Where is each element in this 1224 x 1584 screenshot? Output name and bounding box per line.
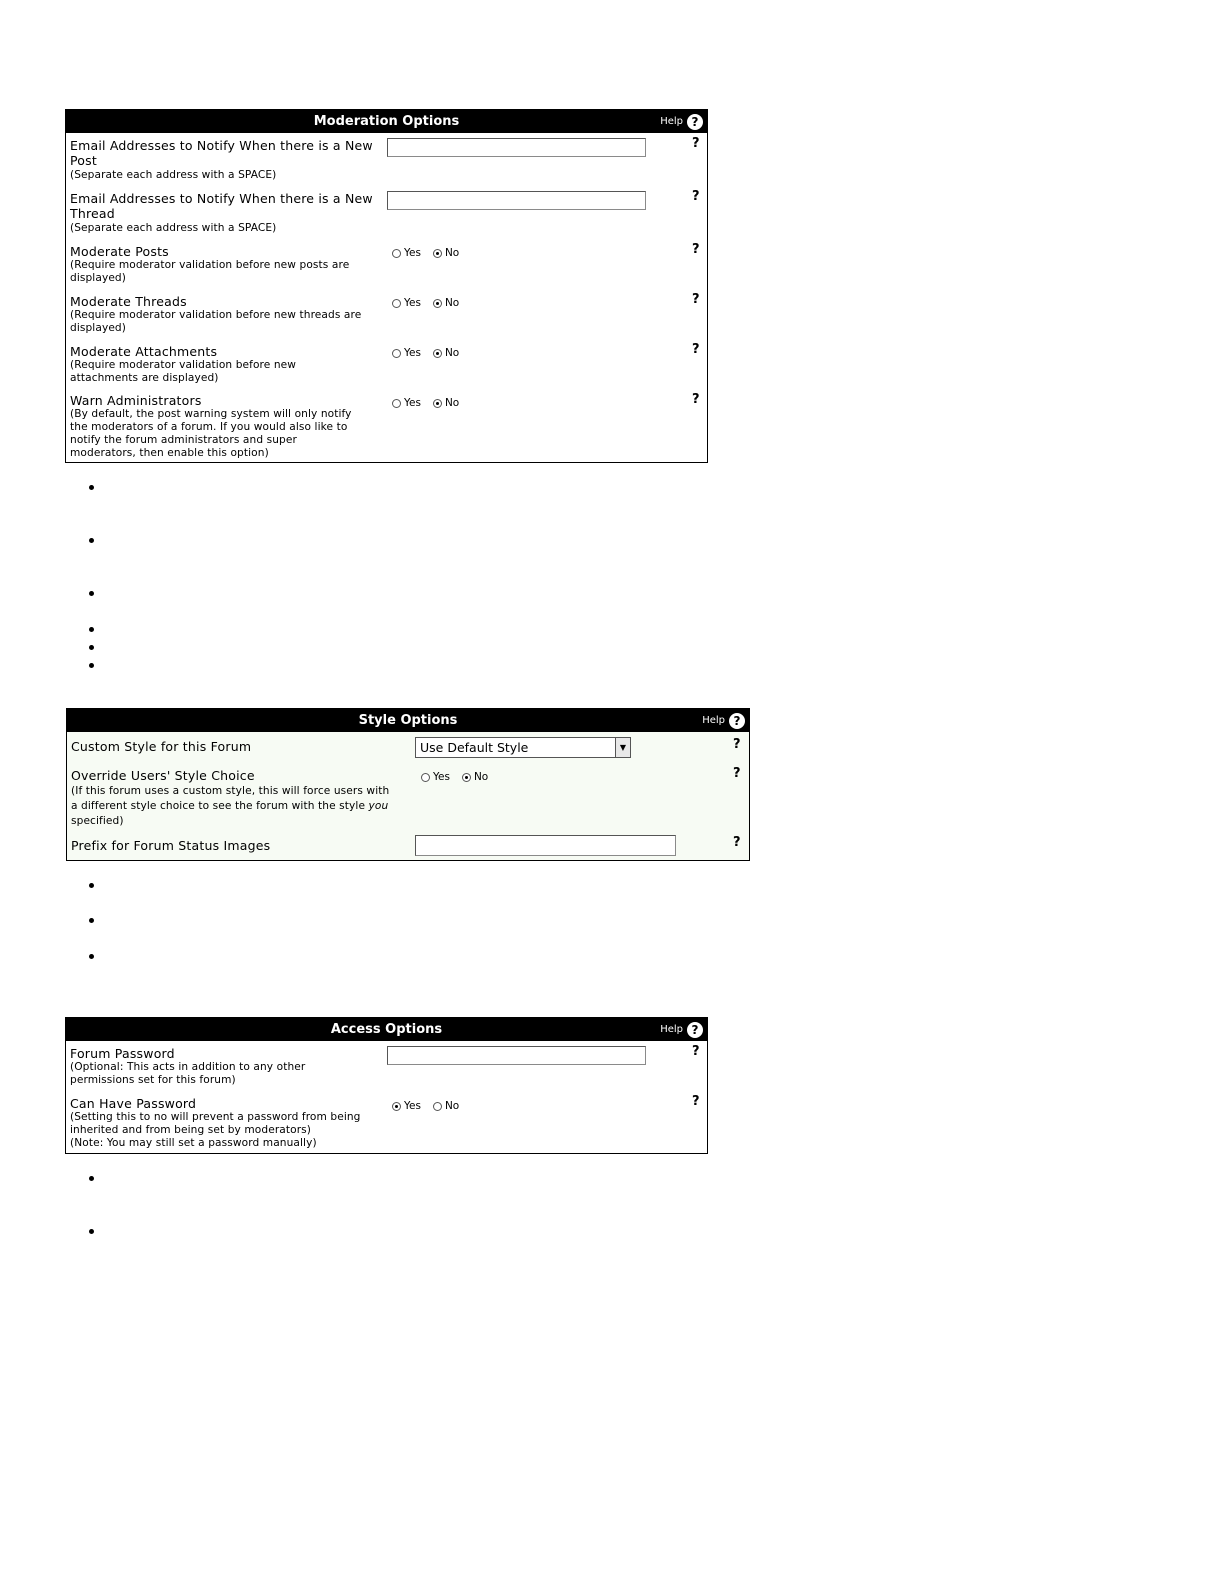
help-question-icon[interactable]: ? [692, 392, 700, 407]
yes-label: Yes [404, 247, 421, 259]
forum-password-desc: (Optional: This acts in addition to any other permissions set for this forum) [70, 1061, 306, 1086]
help-question-icon[interactable]: ? [692, 292, 700, 307]
help-icon: ? [687, 1022, 703, 1038]
can-have-password-desc: (Setting this to no will prevent a password from being inherited and from being set by moderators) (Note: You may still set a password manually) [70, 1111, 361, 1149]
moderation-options-panel [65, 109, 708, 463]
help-label: Help [702, 715, 725, 726]
list-bullet [89, 538, 94, 543]
yes-label: Yes [404, 1100, 421, 1112]
override-style-label: Override Users' Style Choice [71, 768, 255, 783]
prefix-input[interactable] [415, 835, 676, 856]
override-style-desc: (If this forum uses a custom style, this will force users with a different style choice to see the forum with the style you specified) [71, 785, 390, 827]
help-question-icon[interactable]: ? [733, 835, 741, 850]
list-bullet [89, 954, 94, 959]
moderate-posts-yes-radio[interactable] [392, 249, 401, 258]
help-question-icon[interactable]: ? [692, 189, 700, 204]
email-post-input[interactable] [387, 138, 646, 157]
help-link[interactable] [660, 1018, 703, 1041]
panel-title: Moderation Options [313, 114, 460, 129]
moderate-threads-yes-radio[interactable] [392, 299, 401, 308]
moderate-threads-radios [392, 297, 459, 309]
help-question-icon[interactable]: ? [692, 342, 700, 357]
help-label: Help [660, 1024, 683, 1035]
warn-admins-radios [392, 397, 459, 409]
list-bullet [89, 1176, 94, 1181]
help-question-icon[interactable]: ? [692, 1094, 700, 1109]
no-label: No [444, 1100, 460, 1112]
yes-label: Yes [404, 297, 421, 309]
override-yes-radio[interactable] [421, 773, 430, 782]
list-bullet [89, 1229, 94, 1234]
override-style-radios [421, 771, 488, 783]
warn-admins-no-radio[interactable] [433, 399, 442, 408]
list-bullet [89, 627, 94, 632]
moderate-threads-label: Moderate Threads [70, 294, 187, 309]
no-label: No [444, 247, 460, 259]
warn-admins-yes-radio[interactable] [392, 399, 401, 408]
moderate-posts-radios [392, 247, 459, 259]
panel-header [66, 1018, 707, 1041]
panel-title: Access Options [330, 1022, 443, 1037]
custom-style-label: Custom Style for this Forum [71, 739, 252, 754]
help-question-icon[interactable]: ? [692, 242, 700, 257]
panel-header [66, 110, 707, 133]
moderate-threads-desc: (Require moderator validation before new threads are displayed) [70, 309, 362, 334]
no-label: No [444, 397, 460, 409]
help-question-icon[interactable]: ? [692, 1044, 700, 1059]
help-link[interactable] [702, 709, 745, 732]
email-thread-input[interactable] [387, 191, 646, 210]
yes-label: Yes [433, 771, 450, 783]
moderate-posts-label: Moderate Posts [70, 244, 169, 259]
email-post-label: Email Addresses to Notify When there is a New Post [70, 138, 373, 168]
email-post-desc: (Separate each address with a SPACE) [70, 169, 277, 181]
list-bullet [89, 485, 94, 490]
list-bullet [89, 645, 94, 650]
list-bullet [89, 883, 94, 888]
select-value: Use Default Style [420, 740, 529, 755]
help-link[interactable] [660, 110, 703, 133]
no-label: No [444, 297, 460, 309]
moderate-attachments-label: Moderate Attachments [70, 344, 218, 359]
custom-style-select[interactable] [415, 737, 631, 758]
moderate-posts-desc: (Require moderator validation before new posts are displayed) [70, 259, 350, 284]
help-question-icon[interactable]: ? [733, 766, 741, 781]
help-question-icon[interactable]: ? [692, 136, 700, 151]
warn-admins-label: Warn Administrators [70, 393, 202, 408]
style-options-panel [66, 708, 750, 861]
warn-admins-desc: (By default, the post warning system will only notify the moderators of a forum. If you would also like to notify the forum administrators and super moderators, then enable this option) [70, 408, 352, 459]
yes-label: Yes [404, 347, 421, 359]
moderate-attachments-radios [392, 347, 459, 359]
access-options-panel [65, 1017, 708, 1154]
help-label: Help [660, 116, 683, 127]
help-question-icon[interactable]: ? [733, 737, 741, 752]
list-bullet [89, 918, 94, 923]
email-thread-label: Email Addresses to Notify When there is a New Thread [70, 191, 373, 221]
can-have-password-no-radio[interactable] [433, 1102, 442, 1111]
can-have-password-radios [392, 1100, 459, 1112]
moderate-attachments-desc: (Require moderator validation before new attachments are displayed) [70, 359, 297, 384]
can-have-password-yes-radio[interactable] [392, 1102, 401, 1111]
list-bullet [89, 663, 94, 668]
moderate-attachments-no-radio[interactable] [433, 349, 442, 358]
can-have-password-label: Can Have Password [70, 1096, 197, 1111]
moderate-attachments-yes-radio[interactable] [392, 349, 401, 358]
moderate-threads-no-radio[interactable] [433, 299, 442, 308]
forum-password-label: Forum Password [70, 1046, 175, 1061]
override-no-radio[interactable] [462, 773, 471, 782]
panel-title: Style Options [358, 713, 458, 728]
help-icon: ? [729, 713, 745, 729]
no-label: No [444, 347, 460, 359]
panel-header [67, 709, 749, 732]
no-label: No [473, 771, 489, 783]
yes-label: Yes [404, 397, 421, 409]
help-icon: ? [687, 114, 703, 130]
prefix-label: Prefix for Forum Status Images [71, 838, 271, 853]
moderate-posts-no-radio[interactable] [433, 249, 442, 258]
chevron-down-icon[interactable]: ▼ [615, 738, 630, 757]
list-bullet [89, 591, 94, 596]
email-thread-desc: (Separate each address with a SPACE) [70, 222, 277, 234]
forum-password-input[interactable] [387, 1046, 646, 1065]
